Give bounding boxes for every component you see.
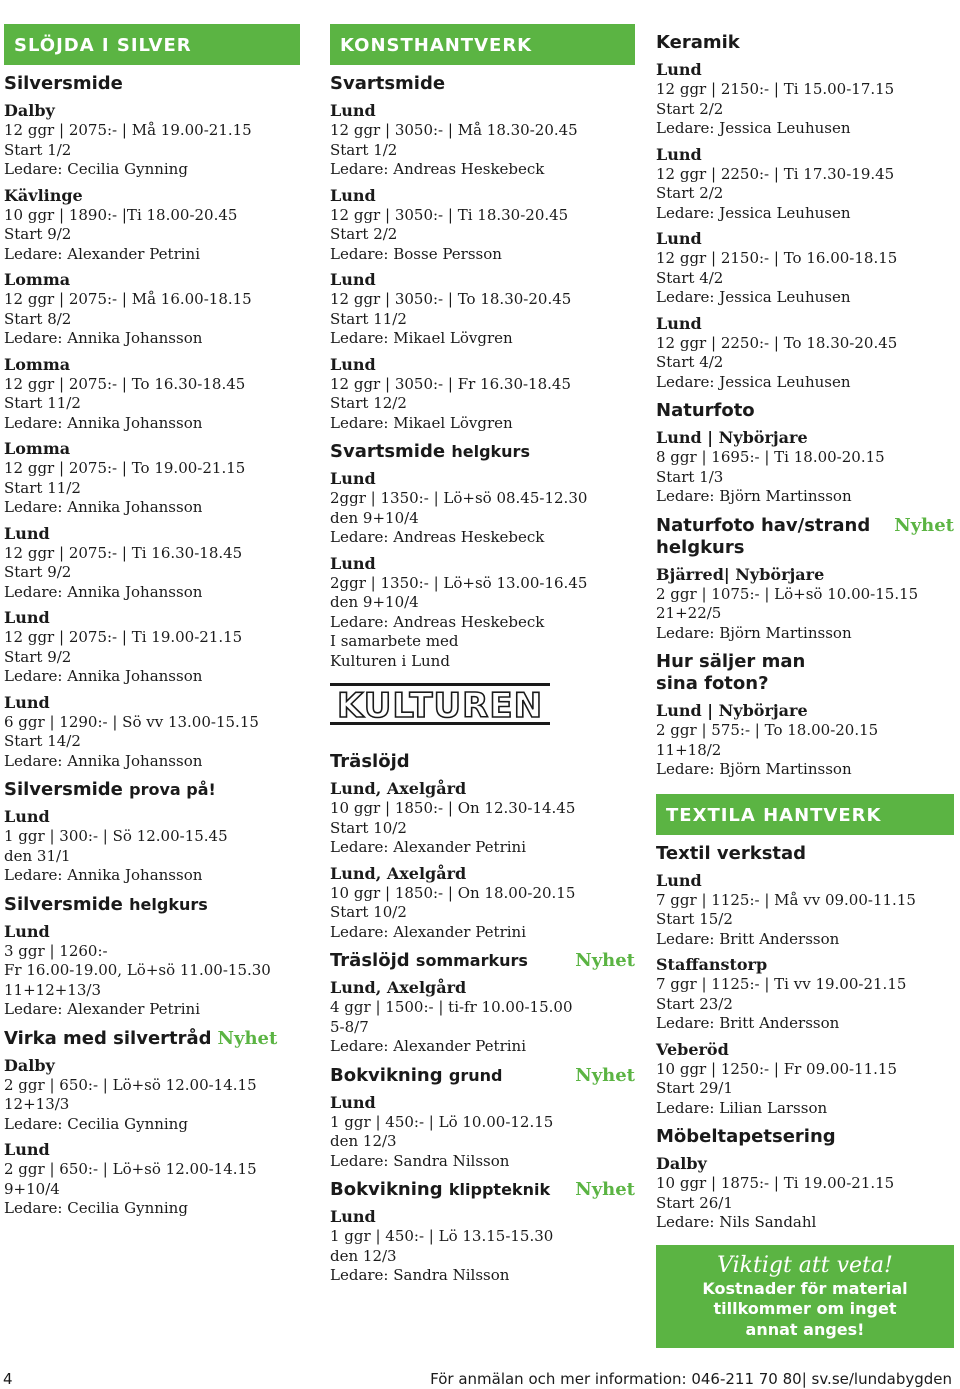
session-place: Lund bbox=[656, 60, 702, 79]
course-session bbox=[330, 1093, 635, 1172]
info-line: tillkommer om inget bbox=[713, 1299, 897, 1318]
session-detail: Ledare: Björn Martinsson bbox=[656, 623, 852, 642]
course-session bbox=[330, 469, 635, 548]
course-session bbox=[656, 1154, 954, 1233]
course-session bbox=[656, 955, 954, 1034]
session-detail: 12 ggr | 2075:- | To 19.00-21.15 bbox=[4, 459, 246, 477]
course-session bbox=[330, 864, 635, 943]
session-place: Lund bbox=[330, 553, 376, 573]
session-detail: Start 1/3 bbox=[656, 467, 724, 486]
session-detail: 1 ggr | 450:- | Lö 10.00-12.15 bbox=[330, 1112, 554, 1131]
session-place: Lund bbox=[330, 1092, 376, 1112]
kulturen-logo bbox=[330, 681, 635, 727]
course-title-main: helgkurs bbox=[656, 536, 745, 558]
course-title bbox=[656, 651, 954, 673]
session-detail: Start 4/2 bbox=[656, 268, 724, 287]
session-detail: Ledare: Annika Johansson bbox=[4, 866, 203, 884]
course-list bbox=[656, 843, 954, 1233]
course-title-line2 bbox=[656, 537, 954, 559]
session-detail: Ledare: Mikael Lövgren bbox=[330, 329, 513, 347]
session-place: Lomma bbox=[4, 354, 71, 374]
info-heading: Viktigt att veta! bbox=[717, 1252, 893, 1278]
session-detail: Start 11/2 bbox=[4, 394, 81, 412]
session-detail: Start 2/2 bbox=[656, 184, 724, 202]
session-place: Dalby bbox=[4, 1055, 55, 1075]
session-place: Lund bbox=[330, 1207, 376, 1226]
session-detail: Ledare: Sandra Nilsson bbox=[330, 1151, 510, 1170]
session-detail: I samarbete med bbox=[330, 632, 459, 650]
session-detail: Ledare: Annika Johansson bbox=[4, 413, 203, 432]
nyhet-badge: Nyhet bbox=[575, 1179, 635, 1200]
course-title-text bbox=[330, 441, 530, 463]
course-title-text bbox=[656, 515, 870, 537]
course-session bbox=[4, 1056, 300, 1135]
session-detail: den 12/3 bbox=[330, 1246, 397, 1265]
course-session bbox=[330, 978, 635, 1057]
session-detail: 10 ggr | 1250:- | Fr 09.00-11.15 bbox=[656, 1059, 898, 1078]
session-place: Lund bbox=[330, 101, 376, 120]
session-detail: Start 15/2 bbox=[656, 910, 733, 928]
session-detail: 6 ggr | 1290:- | Sö vv 13.00-15.15 bbox=[4, 712, 259, 731]
session-place: Veberöd bbox=[656, 1039, 729, 1059]
session-detail: 12 ggr | 2075:- | Må 19.00-21.15 bbox=[4, 121, 252, 139]
session-place: Lund bbox=[4, 523, 50, 543]
session-detail: Ledare: Sandra Nilsson bbox=[330, 1266, 510, 1284]
course-title bbox=[330, 1179, 635, 1201]
course-title bbox=[656, 32, 954, 54]
course-session bbox=[656, 229, 954, 308]
session-place: Lund bbox=[4, 921, 50, 941]
session-detail: 12 ggr | 3050:- | Ti 18.30-20.45 bbox=[330, 205, 569, 224]
session-detail: Start 9/2 bbox=[4, 225, 72, 243]
course-title bbox=[330, 73, 635, 95]
session-detail: Ledare: Annika Johansson bbox=[4, 582, 203, 601]
course-subtitle: prova på! bbox=[129, 780, 216, 799]
course-title bbox=[4, 779, 300, 801]
column-3 bbox=[656, 24, 954, 1348]
course-subtitle: helgkurs bbox=[451, 442, 530, 461]
course-session bbox=[656, 428, 954, 507]
session-detail: 2 ggr | 650:- | Lö+sö 12.00-14.15 bbox=[4, 1075, 257, 1094]
course-session bbox=[330, 186, 635, 265]
session-detail: Kulturen i Lund bbox=[330, 651, 450, 670]
session-place: Lund bbox=[330, 354, 376, 374]
session-detail: Ledare: Jessica Leuhusen bbox=[656, 288, 851, 306]
course-title-main: Träslöjd bbox=[330, 950, 410, 971]
session-detail: Start 29/1 bbox=[656, 1079, 733, 1097]
session-place: Dalby bbox=[656, 1154, 707, 1173]
info-line: Kostnader för material bbox=[702, 1278, 908, 1298]
session-place: Lund bbox=[4, 608, 50, 627]
course-block bbox=[656, 515, 954, 644]
session-detail: 11+12+13/3 bbox=[4, 980, 101, 999]
course-title-main: Möbeltapetsering bbox=[656, 1126, 836, 1147]
session-detail: 1 ggr | 300:- | Sö 12.00-15.45 bbox=[4, 827, 228, 845]
session-detail: Ledare: Jessica Leuhusen bbox=[656, 119, 851, 137]
session-detail: Start 12/2 bbox=[330, 394, 407, 412]
course-block bbox=[656, 400, 954, 507]
course-title-main: Naturfoto bbox=[656, 400, 755, 421]
session-place: Lund bbox=[330, 469, 376, 488]
course-title-main: Textil verkstad bbox=[656, 842, 807, 864]
course-block bbox=[330, 73, 635, 433]
course-session bbox=[4, 439, 300, 518]
course-title-text bbox=[4, 1028, 277, 1050]
course-block bbox=[330, 751, 635, 942]
course-title-text bbox=[330, 1179, 550, 1201]
course-title bbox=[4, 1028, 300, 1050]
course-session bbox=[330, 355, 635, 434]
info-line: annat anges! bbox=[745, 1319, 865, 1339]
course-list bbox=[330, 751, 635, 1286]
course-session bbox=[656, 145, 954, 224]
session-detail: 4 ggr | 1500:- | ti-fr 10.00-15.00 bbox=[330, 998, 573, 1016]
session-detail: 8 ggr | 1695:- | Ti 18.00-20.15 bbox=[656, 448, 885, 466]
session-detail: Start 9/2 bbox=[4, 647, 72, 666]
session-detail: Ledare: Jessica Leuhusen bbox=[656, 372, 851, 391]
course-list bbox=[330, 73, 635, 671]
session-detail: Start 2/2 bbox=[656, 99, 724, 118]
nyhet-badge: Nyhet bbox=[894, 514, 954, 536]
session-detail: Start 11/2 bbox=[330, 309, 407, 328]
course-title-text bbox=[656, 400, 755, 422]
session-place: Lund bbox=[656, 313, 702, 333]
course-subtitle: grund bbox=[448, 1065, 503, 1085]
course-title-main: Träslöjd bbox=[330, 751, 410, 772]
course-title bbox=[656, 400, 954, 422]
session-detail: Start 1/2 bbox=[330, 140, 398, 159]
course-session bbox=[4, 101, 300, 180]
session-detail: Ledare: Lilian Larsson bbox=[656, 1098, 828, 1117]
session-detail: 2ggr | 1350:- | Lö+sö 13.00-16.45 bbox=[330, 573, 588, 592]
course-list bbox=[656, 32, 954, 780]
course-title-main: Silversmide bbox=[4, 893, 123, 915]
course-subtitle: sommarkurs bbox=[415, 951, 528, 970]
session-detail: 3 ggr | 1260:- bbox=[4, 941, 108, 960]
page-footer bbox=[0, 1364, 960, 1389]
nyhet-badge: Nyhet bbox=[575, 1064, 635, 1086]
session-detail: Ledare: Cecilia Gynning bbox=[4, 1199, 188, 1217]
session-detail: 12 ggr | 2250:- | To 18.30-20.45 bbox=[656, 333, 898, 352]
course-title bbox=[330, 441, 635, 463]
course-list bbox=[4, 73, 300, 1219]
session-detail: Ledare: Andreas Heskebeck bbox=[330, 528, 545, 546]
session-detail: Ledare: Alexander Petrini bbox=[330, 1037, 526, 1055]
session-detail: 10 ggr | 1875:- | Ti 19.00-21.15 bbox=[656, 1174, 895, 1192]
course-title-main: Hur säljer man bbox=[656, 651, 806, 672]
session-detail: Ledare: Björn Martinsson bbox=[656, 487, 852, 505]
course-block bbox=[4, 73, 300, 771]
course-block bbox=[656, 1126, 954, 1233]
section-banner-textila: TEXTILA HANTVERK bbox=[656, 794, 954, 835]
course-session bbox=[4, 693, 300, 772]
course-block bbox=[4, 779, 300, 886]
course-title-main: Virka med silvertråd bbox=[4, 1027, 212, 1049]
session-detail: den 9+10/4 bbox=[330, 593, 419, 611]
session-detail: Start 23/2 bbox=[656, 994, 733, 1013]
course-block bbox=[4, 1028, 300, 1219]
course-block bbox=[330, 441, 635, 671]
course-session bbox=[330, 270, 635, 349]
course-title-main: Bokvikning bbox=[330, 1064, 443, 1086]
course-session bbox=[656, 60, 954, 139]
session-detail: Ledare: Alexander Petrini bbox=[330, 838, 526, 856]
course-block bbox=[330, 1065, 635, 1172]
course-title-text bbox=[330, 950, 528, 972]
session-detail: 21+22/5 bbox=[656, 604, 722, 622]
course-session bbox=[330, 1207, 635, 1286]
course-session bbox=[4, 807, 300, 886]
session-detail: 7 ggr | 1125:- | Ti vv 19.00-21.15 bbox=[656, 975, 907, 993]
course-session bbox=[656, 871, 954, 950]
course-title-line2 bbox=[656, 673, 954, 695]
session-place: Lund bbox=[4, 1140, 50, 1159]
course-session bbox=[4, 1140, 300, 1219]
course-subtitle: klippteknik bbox=[448, 1180, 551, 1199]
course-title-text bbox=[330, 751, 410, 773]
session-detail: 2 ggr | 575:- | To 18.00-20.15 bbox=[656, 721, 879, 739]
course-title-main: Silversmide bbox=[4, 779, 123, 800]
course-title-main: Keramik bbox=[656, 32, 740, 53]
session-place: Lund bbox=[656, 144, 702, 164]
page-number: 4 bbox=[3, 1370, 13, 1388]
course-title bbox=[330, 751, 635, 773]
session-detail: 12 ggr | 2150:- | To 16.00-18.15 bbox=[656, 249, 898, 267]
session-place: Lomma bbox=[4, 270, 71, 289]
course-subtitle: helgkurs bbox=[129, 894, 208, 914]
session-detail: 7 ggr | 1125:- | Må vv 09.00-11.15 bbox=[656, 890, 916, 909]
session-detail: Ledare: Björn Martinsson bbox=[656, 760, 852, 778]
session-detail: Ledare: Mikael Lövgren bbox=[330, 413, 513, 432]
session-detail: Ledare: Nils Sandahl bbox=[656, 1213, 817, 1231]
session-detail: 2ggr | 1350:- | Lö+sö 08.45-12.30 bbox=[330, 489, 588, 507]
course-title-text bbox=[656, 32, 740, 54]
course-title bbox=[4, 73, 300, 95]
session-detail: Ledare: Cecilia Gynning bbox=[4, 160, 188, 178]
course-title-main: sina foton? bbox=[656, 673, 769, 694]
session-place: Lund bbox=[4, 692, 50, 712]
course-session bbox=[4, 608, 300, 687]
session-detail: 12 ggr | 2075:- | Ti 19.00-21.15 bbox=[4, 628, 243, 646]
course-session bbox=[656, 314, 954, 393]
course-title-main: Silversmide bbox=[4, 73, 123, 94]
course-block bbox=[656, 843, 954, 1119]
session-detail: Ledare: Andreas Heskebeck bbox=[330, 160, 545, 178]
course-session bbox=[4, 524, 300, 603]
kulturen-logo-text: KULTUREN bbox=[336, 686, 544, 726]
course-title bbox=[656, 1126, 954, 1148]
course-block bbox=[656, 651, 954, 780]
session-detail: Start 4/2 bbox=[656, 353, 724, 371]
course-title-main: Svartsmide bbox=[330, 73, 446, 94]
course-title bbox=[330, 1065, 635, 1087]
course-block bbox=[330, 950, 635, 1057]
course-title-main: Bokvikning bbox=[330, 1179, 443, 1200]
course-session bbox=[4, 922, 300, 1020]
section-banner-silver: SLÖJDA I SILVER bbox=[4, 24, 300, 65]
course-title-text bbox=[330, 73, 445, 95]
session-detail: 12 ggr | 3050:- | Fr 16.30-18.45 bbox=[330, 374, 572, 393]
session-detail: Ledare: Annika Johansson bbox=[4, 667, 203, 685]
session-detail: Ledare: Annika Johansson bbox=[4, 329, 203, 347]
session-detail: Ledare: Annika Johansson bbox=[4, 498, 203, 516]
session-detail: Ledare: Alexander Petrini bbox=[4, 244, 200, 263]
session-detail: 9+10/4 bbox=[4, 1179, 60, 1198]
course-title-main: Naturfoto hav/strand bbox=[656, 514, 871, 536]
session-detail: Ledare: Alexander Petrini bbox=[4, 1000, 200, 1018]
course-title bbox=[656, 515, 954, 537]
course-session bbox=[330, 554, 635, 672]
session-place: Lund bbox=[656, 870, 702, 890]
session-detail: Start 1/2 bbox=[4, 140, 72, 159]
session-detail: Ledare: Britt Andersson bbox=[656, 929, 840, 948]
session-place: Staffanstorp bbox=[656, 955, 768, 974]
session-detail: Start 14/2 bbox=[4, 732, 81, 750]
session-place: Lomma bbox=[4, 439, 71, 458]
session-detail: Start 8/2 bbox=[4, 309, 72, 328]
course-title-text bbox=[656, 651, 805, 673]
session-detail: Ledare: Andreas Heskebeck bbox=[330, 612, 545, 631]
session-detail: Start 10/2 bbox=[330, 818, 407, 837]
session-detail: Fr 16.00-19.00, Lö+sö 11.00-15.30 bbox=[4, 961, 271, 979]
session-place: Lund bbox=[656, 229, 702, 248]
course-session bbox=[4, 270, 300, 349]
session-place: Lund | Nybörjare bbox=[656, 428, 808, 447]
session-detail: den 9+10/4 bbox=[330, 508, 419, 527]
course-title bbox=[656, 843, 954, 865]
session-detail: 12 ggr | 2250:- | Ti 17.30-19.45 bbox=[656, 164, 895, 183]
session-place: Kävlinge bbox=[4, 185, 83, 205]
course-title-main: Svartsmide bbox=[330, 441, 446, 462]
session-detail: Start 11/2 bbox=[4, 478, 81, 497]
course-title-text bbox=[4, 779, 216, 801]
footer-contact: För anmälan och mer information: 046-211 70 80| sv.se/lundabygden bbox=[430, 1370, 952, 1388]
session-detail: Ledare: Bosse Persson bbox=[330, 244, 502, 263]
session-detail: Start 26/1 bbox=[656, 1193, 733, 1212]
section-banner-konsthantverk: KONSTHANTVERK bbox=[330, 24, 635, 65]
course-session bbox=[656, 701, 954, 780]
session-detail: Ledare: Cecilia Gynning bbox=[4, 1114, 188, 1133]
session-detail: 1 ggr | 450:- | Lö 13.15-15.30 bbox=[330, 1227, 554, 1245]
course-title bbox=[4, 894, 300, 916]
session-detail: Start 10/2 bbox=[330, 903, 407, 921]
course-session bbox=[4, 355, 300, 434]
session-detail: Ledare: Annika Johansson bbox=[4, 751, 203, 770]
course-session bbox=[656, 565, 954, 644]
session-place: Dalby bbox=[4, 101, 55, 120]
course-title bbox=[330, 950, 635, 972]
session-detail: 12+13/3 bbox=[4, 1095, 70, 1113]
course-title-text bbox=[330, 1065, 502, 1087]
column-2 bbox=[330, 24, 635, 1286]
session-detail: 12 ggr | 2150:- | Ti 15.00-17.15 bbox=[656, 80, 895, 98]
session-place: Lund bbox=[4, 807, 50, 826]
session-detail: den 12/3 bbox=[330, 1132, 397, 1150]
session-detail: 2 ggr | 650:- | Lö+sö 12.00-14.15 bbox=[4, 1160, 257, 1178]
kulturen-logo-graphic bbox=[330, 681, 550, 727]
session-detail: den 31/1 bbox=[4, 846, 71, 865]
column-1 bbox=[4, 24, 300, 1219]
course-title-text bbox=[4, 894, 208, 916]
info-box bbox=[656, 1245, 954, 1349]
session-detail: 12 ggr | 2075:- | To 16.30-18.45 bbox=[4, 374, 246, 393]
session-place: Lund bbox=[330, 185, 376, 205]
session-detail: Start 9/2 bbox=[4, 563, 72, 581]
session-detail: 12 ggr | 2075:- | Ti 16.30-18.45 bbox=[4, 543, 243, 562]
session-detail: 12 ggr | 2075:- | Må 16.00-18.15 bbox=[4, 290, 252, 308]
course-block bbox=[656, 32, 954, 392]
session-detail: Ledare: Britt Andersson bbox=[656, 1014, 840, 1032]
course-session bbox=[4, 186, 300, 265]
session-detail: 10 ggr | 1850:- | On 18.00-20.15 bbox=[330, 883, 576, 902]
session-detail: 10 ggr | 1850:- | On 12.30-14.45 bbox=[330, 799, 576, 817]
course-title-text bbox=[656, 843, 806, 865]
session-place: Lund | Nybörjare bbox=[656, 701, 808, 720]
session-detail: 5-8/7 bbox=[330, 1017, 369, 1036]
session-detail: 12 ggr | 3050:- | To 18.30-20.45 bbox=[330, 290, 572, 308]
session-detail: 12 ggr | 3050:- | Må 18.30-20.45 bbox=[330, 121, 578, 139]
session-place: Lund, Axelgård bbox=[330, 978, 467, 997]
session-detail: Ledare: Jessica Leuhusen bbox=[656, 203, 851, 222]
course-title-text bbox=[4, 73, 123, 95]
course-session bbox=[656, 1040, 954, 1119]
course-session bbox=[330, 779, 635, 858]
course-block bbox=[330, 1179, 635, 1286]
session-detail: Start 2/2 bbox=[330, 225, 398, 243]
session-detail: 11+18/2 bbox=[656, 740, 722, 759]
session-detail: 10 ggr | 1890:- |Ti 18.00-20.45 bbox=[4, 205, 238, 224]
session-detail: Ledare: Alexander Petrini bbox=[330, 922, 526, 941]
course-session bbox=[330, 101, 635, 180]
nyhet-badge: Nyhet bbox=[575, 950, 635, 971]
course-block bbox=[4, 894, 300, 1020]
session-place: Lund, Axelgård bbox=[330, 863, 467, 883]
session-place: Lund bbox=[330, 270, 376, 289]
session-place: Bjärred| Nybörjare bbox=[656, 564, 825, 584]
session-detail: 2 ggr | 1075:- | Lö+sö 10.00-15.15 bbox=[656, 584, 919, 603]
nyhet-badge: Nyhet bbox=[217, 1027, 278, 1049]
course-title-text bbox=[656, 1126, 836, 1148]
session-place: Lund, Axelgård bbox=[330, 779, 467, 798]
